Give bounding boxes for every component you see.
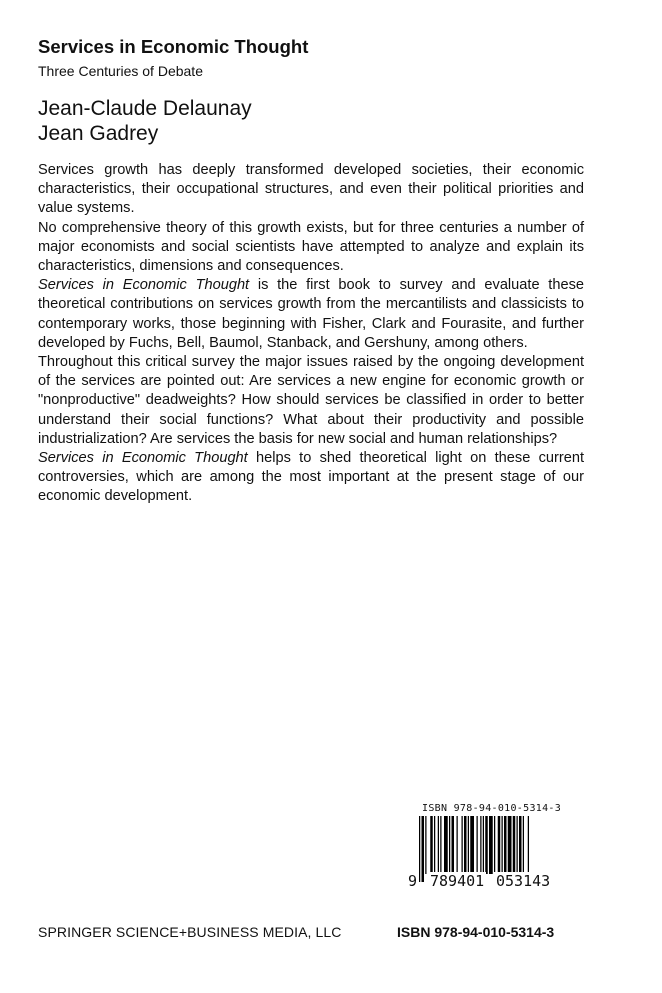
barcode-bar (444, 816, 448, 874)
barcode-bar (434, 816, 435, 874)
barcode-bar (419, 816, 420, 882)
barcode-bar (523, 816, 524, 874)
barcode-bar (498, 816, 501, 874)
author-name: Jean Gadrey (38, 122, 159, 145)
barcode-bar (480, 816, 481, 874)
isbn-footer: ISBN 978-94-010-5314-3 (397, 924, 555, 940)
barcode-block (408, 803, 584, 894)
authors (38, 96, 252, 146)
barcode-bar (457, 816, 458, 874)
book-title-italic: Services in Economic Thought (38, 277, 250, 294)
barcode-bar (494, 816, 495, 874)
blurb-paragraph: No comprehensive theory of this growth exists, but for three centuries a number of major economists and social scientists have attempted to analyze and explain its characteristics, dimensions and consequences. (38, 219, 584, 275)
book-title-italic: Services in Economic Thought (38, 450, 248, 467)
barcode-bar (462, 816, 463, 874)
barcode-bar (449, 816, 450, 874)
barcode-digit-group: 053143 (496, 872, 551, 890)
barcode-bar (425, 816, 426, 874)
blurb-paragraph (38, 449, 584, 507)
barcode-bar (502, 816, 503, 874)
barcode-digit-lead: 9 (408, 872, 418, 890)
barcode-bar (452, 816, 455, 874)
blurb (38, 161, 584, 507)
barcode-bar (517, 816, 518, 874)
barcode-bar (513, 816, 516, 874)
author-name: Jean-Claude Delaunay (38, 97, 252, 120)
barcode-bar (430, 816, 433, 874)
blurb-text: helps to shed theoretical light on these current controversies, which are among the most important at the present stage of our economic development. (38, 450, 584, 505)
barcode-bar (504, 816, 507, 874)
publisher-name: SPRINGER SCIENCE+BUSINESS MEDIA, LLC (38, 924, 342, 940)
barcode-bar (468, 816, 469, 874)
barcode-digit-group: 789401 (430, 872, 485, 890)
barcode-bar (438, 816, 439, 874)
barcode-isbn-label: ISBN 978-94-010-5314-3 (422, 803, 562, 814)
blurb-paragraph: Services growth has deeply transformed developed societies, their economic characteristics, their occupational structures, and even their political priorities and value systems. (38, 162, 584, 217)
barcode-bar (485, 816, 488, 874)
barcode-bar (440, 816, 441, 874)
barcode-bar (508, 816, 512, 874)
barcode-bar (489, 816, 493, 874)
book-title: Services in Economic Thought (38, 36, 309, 57)
barcode-bar (422, 816, 425, 882)
book-subtitle: Three Centuries of Debate (38, 63, 203, 79)
blurb-text: is the first book to survey and evaluate these theoretical contributions on services growth from the mercantilists and classicists to contemporary works, those beginning with Fisher, Clark and Fourasite, and further developed by Fuchs, Bell, Baumol, Stanback, and Gershuny, among others. (38, 277, 584, 351)
barcode-bar (483, 816, 484, 874)
barcode-bar (519, 816, 522, 874)
blurb-paragraph (38, 276, 584, 353)
barcode-bar (464, 816, 467, 874)
blurb-paragraph: Throughout this critical survey the major issues raised by the ongoing development of the services are pointed out: Are services a new engine for economic growth or "nonproductive" deadweights? How should services be classified in order to better understand their social functions? What about their productivity and possible industrialization? Are services the basis for new social and human relationships? (38, 354, 584, 447)
